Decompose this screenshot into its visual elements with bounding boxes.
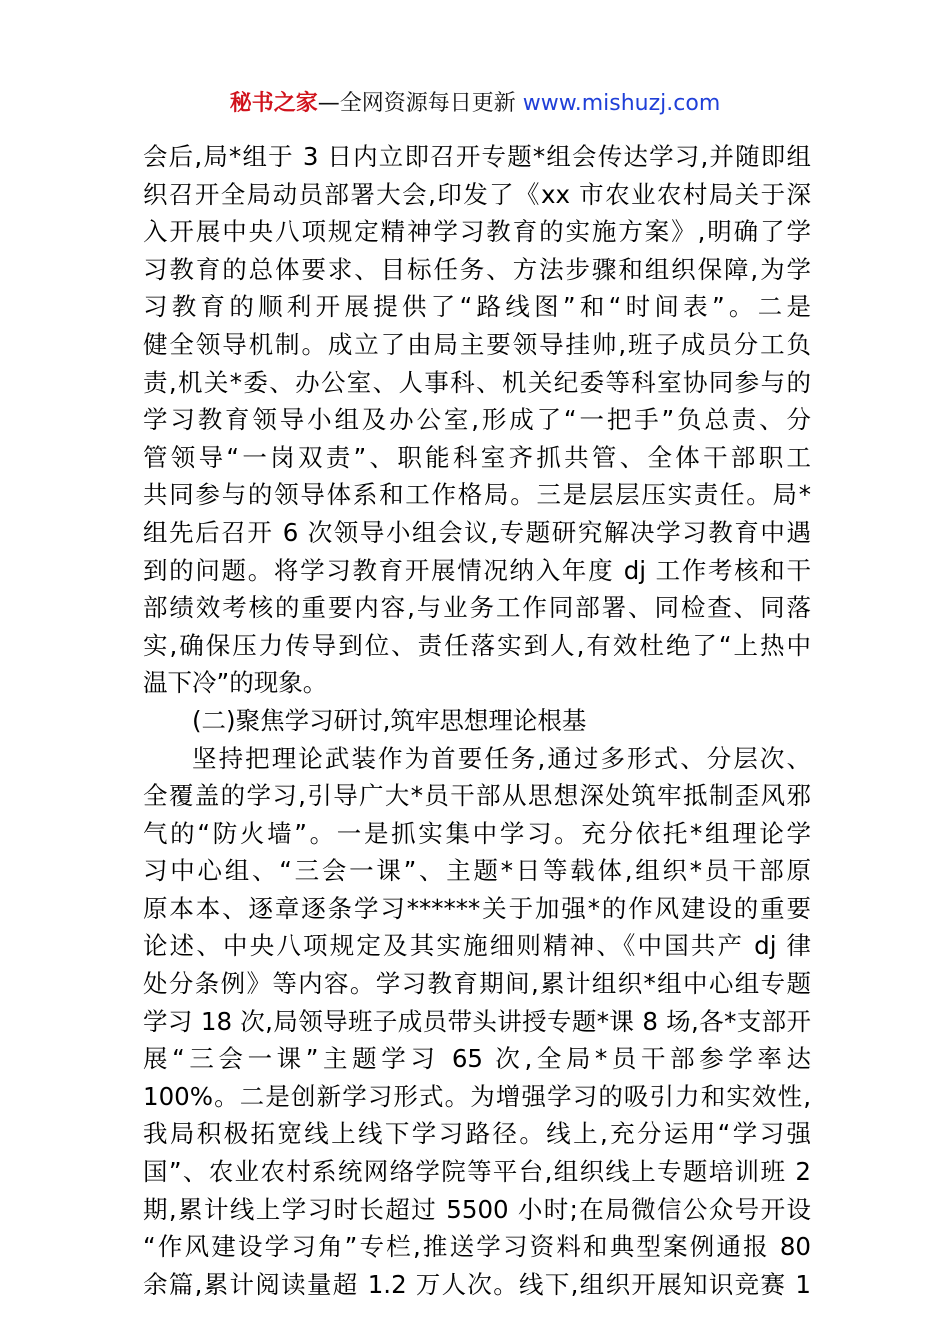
document-body [143, 138, 811, 1303]
header-slogan: —全网资源每日更新 [317, 91, 523, 116]
text-line: 我局积极拓宽线上线下学习路径。线上,充分运用“学习强 [143, 1119, 811, 1149]
text-line: 原本本、逐章逐条学习******关于加强*的作风建设的重要 [143, 893, 811, 923]
text-line: 学习教育领导小组及办公室,形成了“一把手”负总责、分 [143, 405, 811, 435]
text-line: 处分条例》等内容。学习教育期间,累计组织*组中心组专题 [143, 969, 811, 999]
text-line: 组先后召开 6 次领导小组会议,专题研究解决学习教育中遇 [143, 517, 811, 547]
text-line: “作风建设学习角”专栏,推送学习资料和典型案例通报 80 [143, 1232, 811, 1262]
text-line: 温下冷”的现象。 [143, 668, 328, 698]
text-line: 共同参与的领导体系和工作格局。三是层层压实责任。局* [143, 480, 811, 510]
text-line: 学习 18 次,局领导班子成员带头讲授专题*课 8 场,各*支部开 [143, 1006, 811, 1036]
paragraph-1 [143, 138, 811, 702]
page-header [0, 88, 950, 120]
text-line: 部绩效考核的重要内容,与业务工作同部署、同检查、同落 [143, 593, 811, 623]
text-line: 展“三会一课”主题学习 65 次,全局*员干部参学率达 [143, 1044, 811, 1074]
text-line: 国”、农业农村系统网络学院等平台,组织线上专题培训班 2 [143, 1157, 811, 1187]
section-heading: (二)聚焦学习研讨,筑牢思想理论根基 [192, 705, 587, 735]
text-line: 论述、中央八项规定及其实施细则精神、《中国共产 dj 律 [143, 931, 811, 961]
text-line: 织召开全局动员部署大会,印发了《xx 市农业农村局关于深 [143, 179, 811, 209]
text-line: 会后,局*组于 3 日内立即召开专题*组会传达学习,并随即组 [143, 142, 811, 171]
text-line: 管领导“一岗双责”、职能科室齐抓共管、全体干部职工 [143, 442, 811, 472]
text-line: 100%。二是创新学习形式。为增强学习的吸引力和实效性, [143, 1081, 811, 1111]
text-line: 余篇,累计阅读量超 1.2 万人次。线下,组织开展知识竞赛 1 [143, 1269, 811, 1299]
text-line: 期,累计线上学习时长超过 5500 小时;在局微信公众号开设 [143, 1194, 811, 1224]
text-line: 习教育的顺利开展提供了“路线图”和“时间表”。二是 [143, 292, 811, 322]
text-line: 入开展中央八项规定精神学习教育的实施方案》,明确了学 [143, 217, 811, 247]
text-line: 到的问题。将学习教育开展情况纳入年度 dj 工作考核和干 [143, 555, 811, 585]
text-line: 健全领导机制。成立了由局主要领导挂帅,班子成员分工负 [143, 329, 811, 359]
text-line: 气的“防火墙”。一是抓实集中学习。充分依托*组理论学 [143, 818, 811, 848]
site-url-link[interactable]: www.mishuzj.com [522, 91, 721, 116]
text-line: 全覆盖的学习,引导广大*员干部从思想深处筑牢抵制歪风邪 [143, 781, 811, 811]
text-line: 习教育的总体要求、目标任务、方法步骤和组织保障,为学 [143, 254, 811, 284]
paragraph-2 [143, 740, 811, 1304]
brand-name: 秘书之家 [229, 91, 318, 116]
text-line: 习中心组、“三会一课”、主题*日等载体,组织*员干部原 [143, 856, 811, 886]
text-line: 实,确保压力传导到位、责任落实到人,有效杜绝了“上热中 [143, 630, 811, 660]
text-line: 坚持把理论武装作为首要任务,通过多形式、分层次、 [192, 743, 811, 773]
text-line: 责,机关*委、办公室、人事科、机关纪委等科室协同参与的 [143, 367, 811, 397]
